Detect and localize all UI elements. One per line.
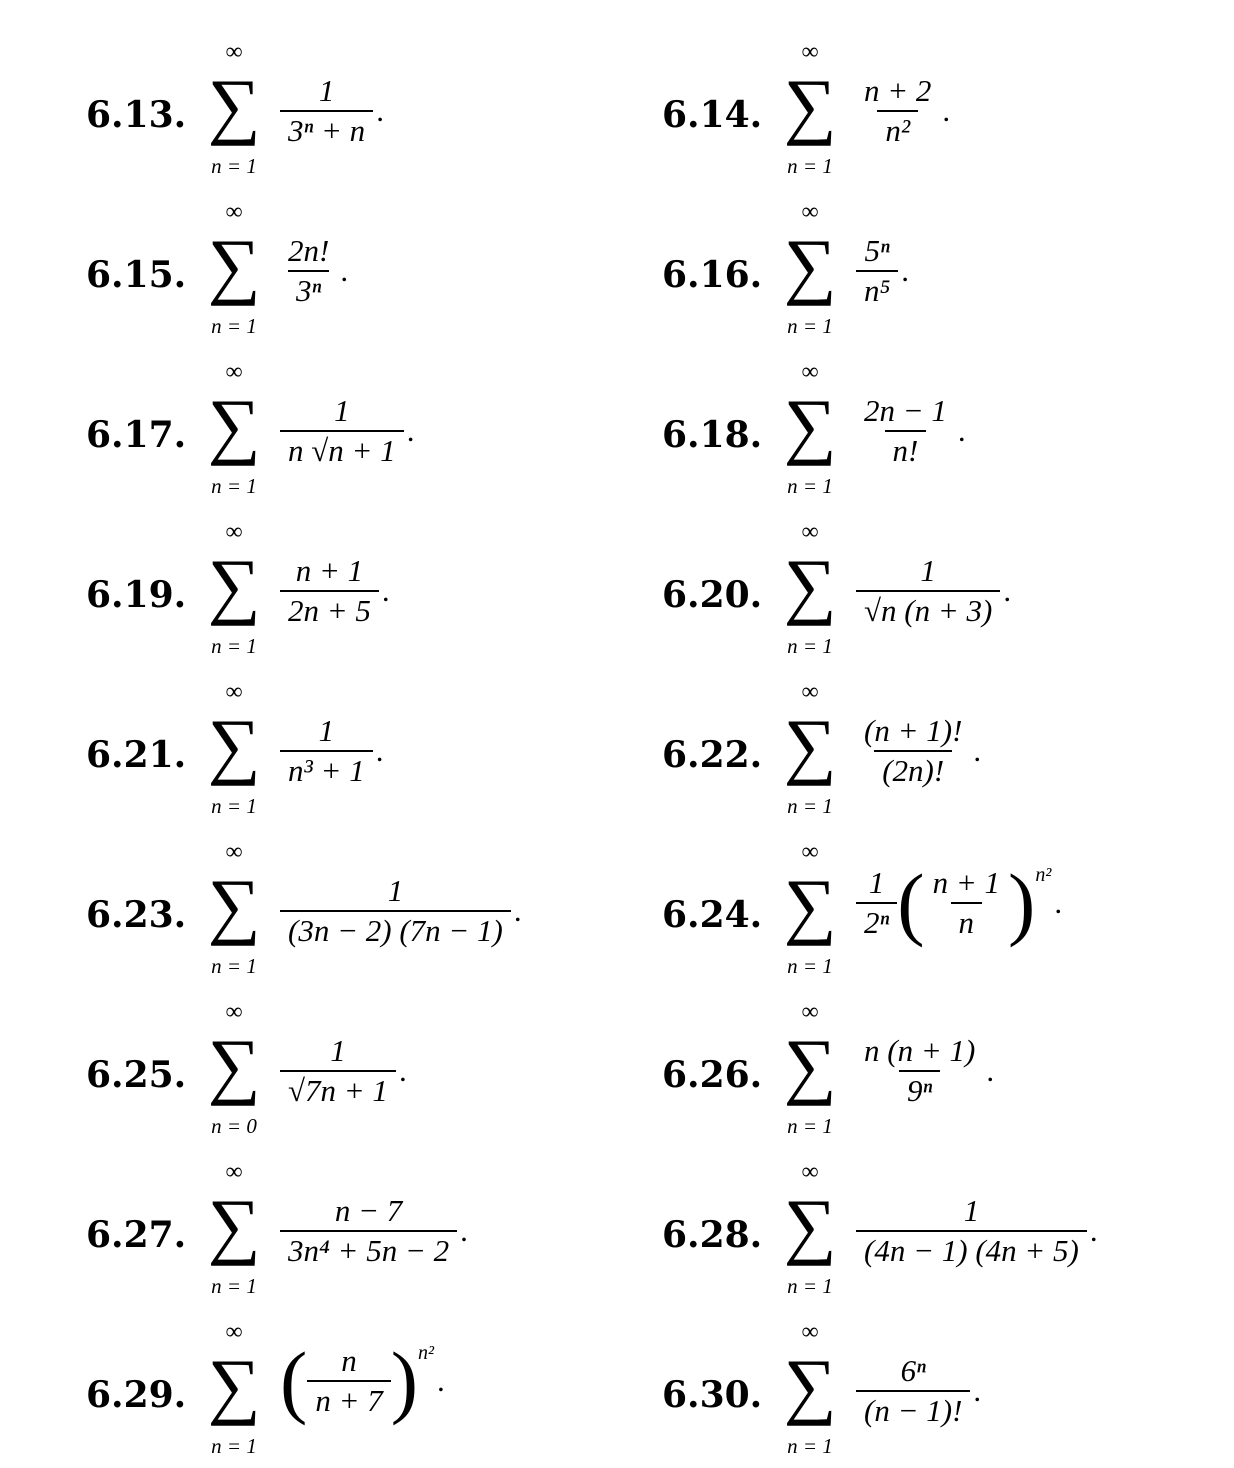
numerator: 5ⁿ <box>864 233 890 268</box>
lower-limit: n = 1 <box>211 954 257 978</box>
numerator: 1 <box>868 865 885 900</box>
summation <box>780 838 840 988</box>
lower-limit: n = 1 <box>211 154 257 178</box>
upper-limit: ∞ <box>225 839 243 865</box>
period: . <box>986 1053 995 1088</box>
upper-limit: ∞ <box>225 1319 243 1345</box>
numerator: 2n! <box>288 233 330 268</box>
problem-6-16 <box>662 198 1222 348</box>
upper-limit: ∞ <box>225 359 243 385</box>
denominator: n + 7 <box>307 1380 390 1420</box>
term <box>856 392 966 470</box>
denominator: 3ⁿ <box>288 270 329 310</box>
lower-limit: n = 1 <box>211 474 257 498</box>
term <box>280 232 348 310</box>
problem-number: 6.13. <box>86 94 187 136</box>
numerator: (n + 1)! <box>864 713 963 748</box>
problem-number: 6.14. <box>662 94 763 136</box>
problem-number: 6.19. <box>86 574 187 616</box>
right-paren: ) <box>390 1335 419 1426</box>
problem-6-18 <box>662 358 1222 508</box>
problem-6-26 <box>662 998 1222 1148</box>
summation <box>780 1318 840 1468</box>
problem-number: 6.24. <box>662 894 763 936</box>
lower-limit: n = 1 <box>787 1434 833 1458</box>
problem-6-19 <box>86 518 646 668</box>
numerator: n + 1 <box>295 553 364 588</box>
upper-limit: ∞ <box>801 839 819 865</box>
sigma-symbol: ∑ <box>783 1345 837 1427</box>
numerator: 1 <box>318 73 335 108</box>
denominator: 2ⁿ <box>856 902 897 942</box>
summation <box>780 518 840 668</box>
period: . <box>340 253 349 288</box>
numerator: 1 <box>330 1033 346 1068</box>
problem-6-17 <box>86 358 646 508</box>
problem-number: 6.16. <box>662 254 763 296</box>
upper-limit: ∞ <box>225 199 243 225</box>
problem-6-13 <box>86 38 646 188</box>
problem-number: 6.15. <box>86 254 187 296</box>
denominator: 3ⁿ + n <box>280 110 373 150</box>
summation <box>204 998 264 1148</box>
period: . <box>437 1363 445 1398</box>
upper-limit: ∞ <box>225 679 243 705</box>
period: . <box>973 733 982 768</box>
problem-number: 6.20. <box>662 574 763 616</box>
problem-number: 6.23. <box>86 894 187 936</box>
term <box>856 1032 994 1110</box>
sigma-symbol: ∑ <box>207 385 261 467</box>
period: . <box>1054 885 1063 920</box>
problem-number: 6.17. <box>86 414 187 456</box>
period: . <box>1003 573 1012 608</box>
sigma-symbol: ∑ <box>783 705 837 787</box>
problem-6-22 <box>662 678 1222 828</box>
denominator: n³ + 1 <box>280 750 373 790</box>
sigma-symbol: ∑ <box>783 1025 837 1107</box>
period: . <box>376 93 384 128</box>
upper-limit: ∞ <box>225 1159 243 1185</box>
upper-limit: ∞ <box>225 999 243 1025</box>
term <box>280 392 414 470</box>
problem-number: 6.18. <box>662 414 763 456</box>
upper-limit: ∞ <box>801 519 819 545</box>
sigma-symbol: ∑ <box>783 225 837 307</box>
left-paren: ( <box>280 1335 308 1426</box>
sigma-symbol: ∑ <box>207 865 261 947</box>
numerator: n + 2 <box>864 73 932 108</box>
problem-6-28 <box>662 1158 1222 1308</box>
sigma-symbol: ∑ <box>783 65 837 147</box>
problem-6-27 <box>86 1158 646 1308</box>
upper-limit: ∞ <box>801 679 819 705</box>
numerator: n <box>341 1343 357 1378</box>
lower-limit: n = 1 <box>787 314 833 338</box>
sigma-symbol: ∑ <box>207 705 261 787</box>
lower-limit: n = 1 <box>211 634 257 658</box>
problem-number: 6.28. <box>662 1214 763 1256</box>
term <box>280 872 522 950</box>
numerator: 2n − 1 <box>864 393 947 428</box>
summation <box>204 1158 264 1308</box>
denominator: n² <box>877 110 918 150</box>
sigma-symbol: ∑ <box>207 1185 261 1267</box>
term <box>280 1336 445 1426</box>
period: . <box>513 893 522 928</box>
problem-6-29 <box>86 1318 646 1468</box>
period: . <box>901 253 910 288</box>
numerator: 1 <box>963 1193 980 1228</box>
term <box>280 72 384 150</box>
problem-6-30 <box>662 1318 1222 1468</box>
sigma-symbol: ∑ <box>207 65 261 147</box>
term <box>280 1192 468 1270</box>
summation <box>204 838 264 988</box>
numerator: 1 <box>318 713 335 748</box>
problem-number: 6.30. <box>662 1374 763 1416</box>
period: . <box>460 1213 468 1248</box>
problem-6-20 <box>662 518 1222 668</box>
denominator: (2n)! <box>874 750 952 790</box>
exponent: n² <box>418 1342 435 1364</box>
sigma-symbol: ∑ <box>783 545 837 627</box>
problem-6-15 <box>86 198 646 348</box>
summation <box>780 38 840 188</box>
lower-limit: n = 1 <box>787 634 833 658</box>
term <box>856 72 950 150</box>
denominator: 3n⁴ + 5n − 2 <box>280 1230 457 1270</box>
upper-limit: ∞ <box>801 999 819 1025</box>
sigma-symbol: ∑ <box>783 385 837 467</box>
denominator: 2n + 5 <box>280 590 379 630</box>
upper-limit: ∞ <box>801 199 819 225</box>
summation <box>204 518 264 668</box>
lower-limit: n = 1 <box>787 794 833 818</box>
term <box>280 552 390 630</box>
summation <box>780 678 840 828</box>
term <box>856 232 909 310</box>
denominator: (4n − 1) (4n + 5) <box>856 1230 1087 1270</box>
denominator: n √n + 1 <box>280 430 404 470</box>
period: . <box>406 413 415 448</box>
period: . <box>381 573 390 608</box>
denominator: n⁵ <box>856 270 898 310</box>
lower-limit: n = 1 <box>211 794 257 818</box>
problem-6-24 <box>662 838 1222 988</box>
problem-6-23 <box>86 838 646 988</box>
summation <box>204 38 264 188</box>
numerator: 1 <box>387 873 404 908</box>
summation <box>780 358 840 508</box>
problem-6-14 <box>662 38 1222 188</box>
term <box>856 1352 981 1430</box>
lower-limit: n = 1 <box>787 1274 833 1298</box>
sigma-symbol: ∑ <box>207 1025 261 1107</box>
period: . <box>973 1373 982 1408</box>
denominator: (3n − 2) (7n − 1) <box>280 910 511 950</box>
term <box>280 1032 407 1110</box>
problem-number: 6.26. <box>662 1054 763 1096</box>
sigma-symbol: ∑ <box>207 545 261 627</box>
denominator: 9ⁿ <box>899 1070 940 1110</box>
upper-limit: ∞ <box>801 39 819 65</box>
period: . <box>398 1053 407 1088</box>
period: . <box>1089 1213 1098 1248</box>
numerator: 6ⁿ <box>900 1353 926 1388</box>
upper-limit: ∞ <box>801 1159 819 1185</box>
problem-number: 6.29. <box>86 1374 187 1416</box>
numerator: 1 <box>334 393 350 428</box>
summation <box>204 198 264 348</box>
summation <box>780 1158 840 1308</box>
summation <box>204 358 264 508</box>
summation <box>204 1318 264 1468</box>
problem-number: 6.25. <box>86 1054 187 1096</box>
inner-numerator: n + 1 <box>932 865 1000 900</box>
problem-6-21 <box>86 678 646 828</box>
problem-number: 6.21. <box>86 734 187 776</box>
problem-number: 6.27. <box>86 1214 187 1256</box>
inner-denominator: n <box>951 902 983 942</box>
summation <box>780 198 840 348</box>
upper-limit: ∞ <box>801 359 819 385</box>
sigma-symbol: ∑ <box>207 1345 261 1427</box>
lower-limit: n = 1 <box>787 474 833 498</box>
sigma-symbol: ∑ <box>783 865 837 947</box>
sigma-symbol: ∑ <box>783 1185 837 1267</box>
lower-limit: n = 1 <box>211 1274 257 1298</box>
problem-6-25 <box>86 998 646 1148</box>
denominator: n! <box>885 430 927 470</box>
upper-limit: ∞ <box>225 519 243 545</box>
term <box>856 712 981 790</box>
numerator: n (n + 1) <box>864 1033 976 1068</box>
term <box>856 552 1011 630</box>
lower-limit: n = 1 <box>787 154 833 178</box>
upper-limit: ∞ <box>801 1319 819 1345</box>
sigma-symbol: ∑ <box>207 225 261 307</box>
right-paren: ) <box>1008 857 1036 948</box>
term <box>856 1192 1098 1270</box>
upper-limit: ∞ <box>225 39 243 65</box>
denominator: √7n + 1 <box>280 1070 396 1110</box>
period: . <box>942 93 951 128</box>
denominator: (n − 1)! <box>856 1390 970 1430</box>
numerator: n − 7 <box>334 1193 403 1228</box>
lower-limit: n = 1 <box>211 1434 257 1458</box>
term <box>280 712 383 790</box>
period: . <box>375 733 384 768</box>
lower-limit: n = 1 <box>787 1114 833 1138</box>
lower-limit: n = 1 <box>211 314 257 338</box>
summation <box>204 678 264 828</box>
term <box>856 858 1062 948</box>
problem-number: 6.22. <box>662 734 763 776</box>
left-paren: ( <box>897 857 925 948</box>
lower-limit: n = 1 <box>787 954 833 978</box>
lower-limit: n = 0 <box>211 1114 257 1138</box>
period: . <box>957 413 966 448</box>
denominator: √n (n + 3) <box>856 590 1000 630</box>
numerator: 1 <box>920 553 936 588</box>
summation <box>780 998 840 1148</box>
exponent: n² <box>1035 864 1052 886</box>
